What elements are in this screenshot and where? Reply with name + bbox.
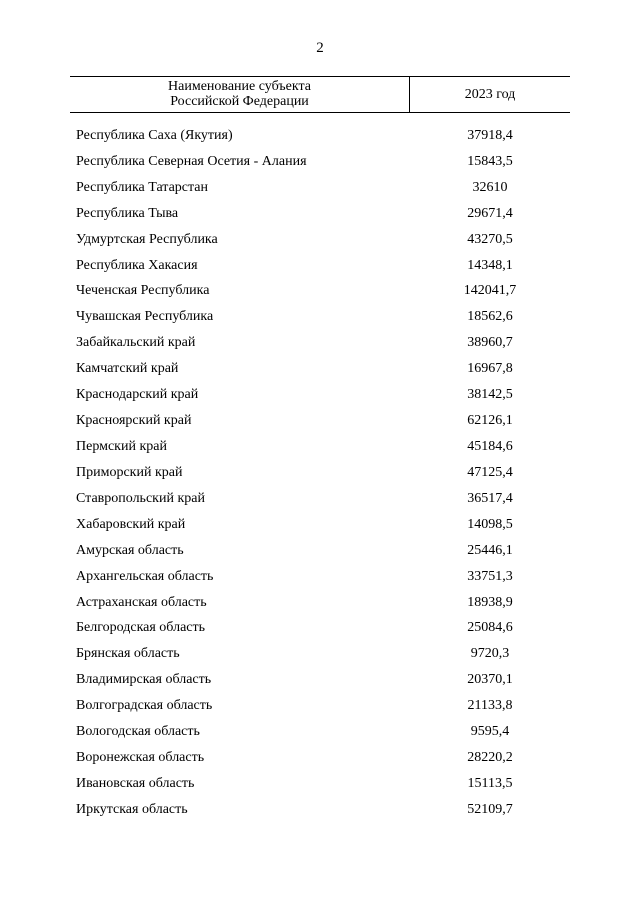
table-row	[70, 201, 570, 227]
table-row	[70, 590, 570, 616]
header-subject-line1: Наименование субъекта	[168, 79, 311, 94]
value-cell: 47125,4	[467, 464, 513, 480]
value-cell: 45184,6	[467, 439, 513, 455]
table-row	[70, 797, 570, 823]
subject-name-cell: Республика Татарстан	[76, 179, 209, 195]
table-row	[70, 745, 570, 771]
header-subject-line2: Российской Федерации	[170, 94, 309, 109]
subject-name-cell: Красноярский край	[76, 413, 192, 429]
value-cell: 38960,7	[467, 335, 513, 351]
subject-name-cell: Амурская область	[76, 542, 184, 558]
value-cell: 14348,1	[467, 257, 513, 273]
table-row	[70, 175, 570, 201]
table-header	[70, 76, 570, 113]
subject-name-cell: Хабаровский край	[76, 516, 186, 532]
subject-name-cell: Республика Тыва	[76, 205, 179, 221]
subject-name-cell: Волгоградская область	[76, 698, 213, 714]
value-cell: 38142,5	[467, 387, 513, 403]
subject-name-cell: Камчатский край	[76, 361, 179, 377]
header-subject-name	[70, 77, 410, 112]
page-number: 2	[316, 40, 324, 56]
table-row	[70, 641, 570, 667]
table-row	[70, 253, 570, 279]
table-row	[70, 356, 570, 382]
value-cell: 16967,8	[467, 361, 513, 377]
subject-name-cell: Республика Северная Осетия - Алания	[76, 153, 307, 169]
value-cell: 15843,5	[467, 153, 513, 169]
value-cell: 52109,7	[467, 801, 513, 817]
value-cell: 9720,3	[470, 646, 510, 662]
value-cell: 21133,8	[467, 698, 513, 714]
subject-name-cell: Брянская область	[76, 646, 180, 662]
table-row	[70, 486, 570, 512]
value-cell: 18938,9	[467, 594, 513, 610]
subject-name-cell: Астраханская область	[76, 594, 207, 610]
subject-name-cell: Белгородская область	[76, 620, 206, 636]
subject-name-cell: Пермский край	[76, 439, 167, 455]
value-cell: 14098,5	[467, 516, 513, 532]
subject-name-cell: Вологодская область	[76, 724, 200, 740]
table-row	[70, 330, 570, 356]
subject-name-cell: Чувашская Республика	[76, 309, 214, 325]
table-row	[70, 279, 570, 305]
table-row	[70, 538, 570, 564]
value-cell: 29671,4	[467, 205, 513, 221]
subject-name-cell: Архангельская область	[76, 568, 214, 584]
data-table	[70, 76, 570, 823]
value-cell: 43270,5	[467, 231, 513, 247]
table-row	[70, 616, 570, 642]
table-body	[70, 123, 570, 823]
subject-name-cell: Республика Хакасия	[76, 257, 198, 273]
subject-name-cell: Удмуртская Республика	[76, 231, 218, 247]
table-row	[70, 667, 570, 693]
value-cell: 28220,2	[467, 750, 513, 766]
table-row	[70, 771, 570, 797]
table-row	[70, 149, 570, 175]
table-row	[70, 434, 570, 460]
value-cell: 62126,1	[467, 413, 513, 429]
value-cell: 15113,5	[467, 776, 513, 791]
subject-name-cell: Ставропольский край	[76, 490, 205, 506]
value-cell: 36517,4	[467, 490, 513, 506]
value-cell: 9595,4	[470, 724, 510, 740]
table-row	[70, 719, 570, 745]
subject-name-cell: Республика Саха (Якутия)	[76, 127, 233, 143]
table-row	[70, 408, 570, 434]
value-cell: 32610	[472, 179, 508, 195]
subject-name-cell: Владимирская область	[76, 672, 212, 688]
table-row	[70, 460, 570, 486]
header-year: 2023 год	[464, 86, 516, 102]
table-row	[70, 382, 570, 408]
value-cell: 20370,1	[467, 672, 513, 688]
value-cell: 33751,3	[467, 568, 513, 584]
table-row	[70, 123, 570, 149]
table-row	[70, 227, 570, 253]
subject-name-cell: Ивановская область	[76, 776, 195, 791]
subject-name-cell: Иркутская область	[76, 801, 188, 817]
subject-name-cell: Приморский край	[76, 464, 183, 480]
table-row	[70, 564, 570, 590]
subject-name-cell: Чеченская Республика	[76, 283, 210, 299]
value-cell: 37918,4	[467, 127, 513, 143]
subject-name-cell: Забайкальский край	[76, 335, 196, 351]
table-row	[70, 693, 570, 719]
subject-name-cell: Воронежская область	[76, 750, 205, 766]
value-cell: 25446,1	[467, 542, 513, 558]
table-row	[70, 304, 570, 330]
table-row	[70, 512, 570, 538]
value-cell: 18562,6	[467, 309, 513, 325]
subject-name-cell: Краснодарский край	[76, 387, 199, 403]
value-cell: 142041,7	[463, 283, 517, 299]
value-cell: 25084,6	[467, 620, 513, 636]
